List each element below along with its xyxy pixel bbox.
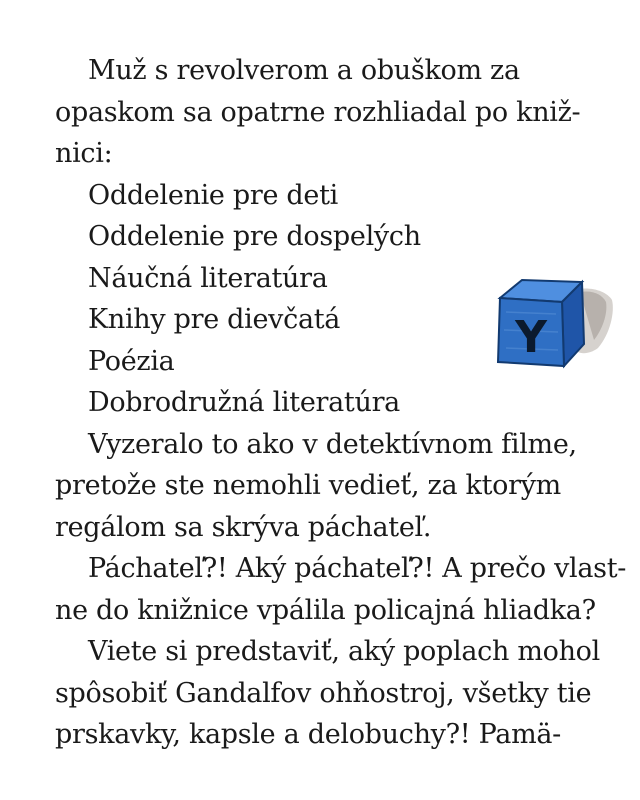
section-list-item: Knihy pre dievčatá bbox=[88, 304, 341, 335]
letter-cube-illustration bbox=[488, 272, 618, 372]
text-line: opaskom sa opatrne rozhliadal po kniž- bbox=[55, 96, 581, 128]
text-line: Vyzeralo to ako v detektívnom filme, bbox=[88, 428, 577, 460]
section-list-item: Dobrodružná literatúra bbox=[88, 387, 400, 418]
text-line: pretože ste nemohli vedieť, za ktorým bbox=[55, 470, 561, 501]
section-list-item: Poézia bbox=[88, 345, 175, 377]
text-line: nici: bbox=[55, 138, 113, 169]
text-line: Páchateľ?! Aký páchateľ?! A prečo vlast- bbox=[88, 553, 627, 584]
text-line: Viete si predstaviť, aký poplach mohol bbox=[88, 636, 600, 667]
text-line: regálom sa skrýva páchateľ. bbox=[55, 511, 432, 543]
section-list-item: Náučná literatúra bbox=[88, 262, 328, 294]
text-line: spôsobiť Gandalfov ohňostroj, všetky tie bbox=[55, 677, 592, 709]
text-line: prskavky, kapsle a delobuchy?! Pamä- bbox=[55, 719, 561, 750]
section-list-item: Oddelenie pre deti bbox=[88, 179, 338, 211]
text-line: ne do knižnice vpálila policajná hliadka? bbox=[55, 594, 596, 626]
cube-letter: Y bbox=[515, 312, 547, 363]
section-list-item: Oddelenie pre dospelých bbox=[88, 221, 421, 252]
text-line: Muž s revolverom a obuškom za bbox=[88, 55, 520, 86]
body-text bbox=[55, 50, 627, 756]
